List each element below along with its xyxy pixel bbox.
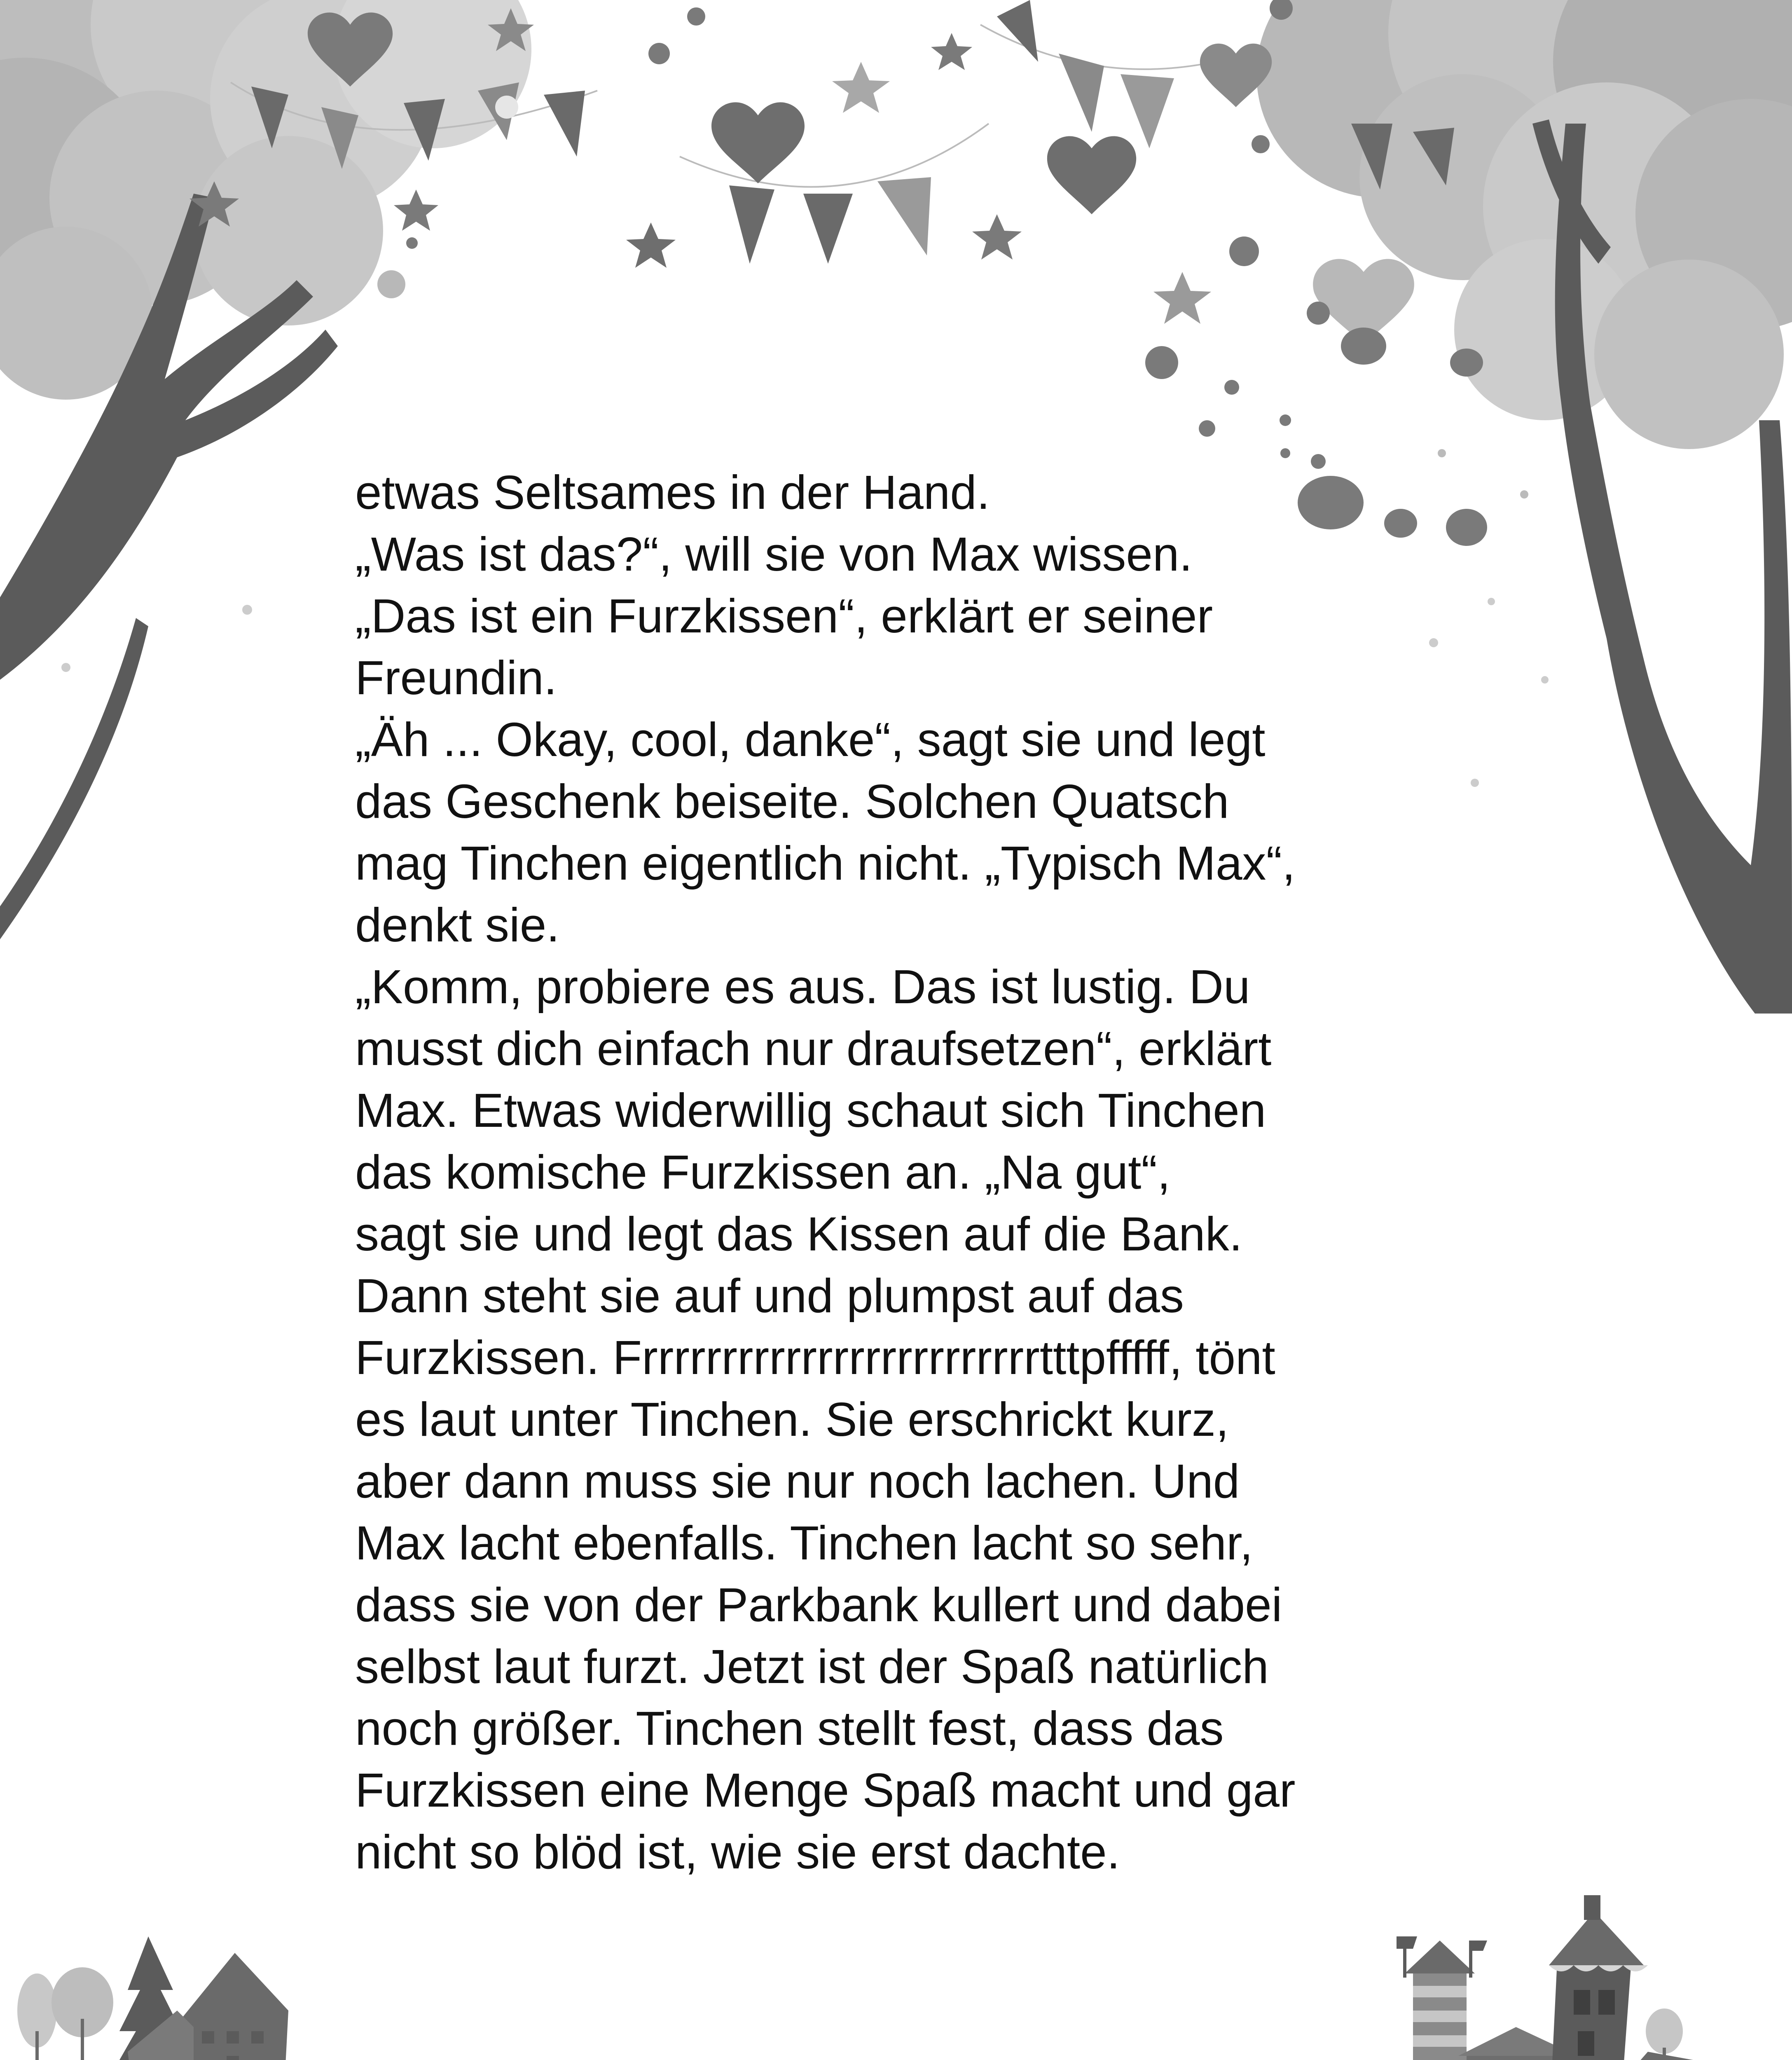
story-line: denkt sie. (355, 898, 560, 952)
heart-icon (1047, 136, 1136, 214)
bunting-flag-icon (1059, 54, 1104, 132)
star-icon (832, 62, 890, 113)
story-line: selbst laut furzt. Jetzt ist der Spaß natürlich (355, 1640, 1269, 1693)
flag-icon (1397, 1936, 1417, 1949)
story-line: „Was ist das?“, will sie von Max wissen. (355, 527, 1193, 581)
story-line: aber dann muss sie nur noch lachen. Und (355, 1454, 1240, 1508)
story-line: Max. Etwas widerwillig schaut sich Tinchen (355, 1084, 1266, 1137)
bunting-flag-icon (729, 185, 774, 264)
story-line: „Komm, probiere es aus. Das ist lustig. Du (355, 960, 1250, 1014)
story-line: mag Tinchen eigentlich nicht. „Typisch Max“, (355, 836, 1296, 890)
story-line: sagt sie und legt das Kissen auf die Bank. (355, 1207, 1242, 1261)
story-line: Furzkissen eine Menge Spaß macht und gar (355, 1763, 1296, 1817)
left-village (17, 1936, 288, 2060)
star-icon (394, 190, 438, 231)
story-line: das Geschenk beiseite. Solchen Quatsch (355, 775, 1229, 828)
story-line: „Äh ... Okay, cool, danke“, sagt sie und legt (355, 713, 1266, 766)
story-line: Max lacht ebenfalls. Tinchen lacht so sehr, (355, 1516, 1253, 1570)
bunting-flag-icon (544, 91, 585, 157)
bunting-flag-icon (803, 194, 853, 264)
heart-icon (711, 102, 805, 183)
star-icon (1153, 272, 1211, 324)
bunting-flag-icon (877, 177, 931, 255)
story-line: das komische Furzkissen an. „Na gut“, (355, 1145, 1171, 1199)
story-line: etwas Seltsames in der Hand. (355, 466, 990, 519)
story-line: musst dich einfach nur draufsetzen“, erklärt (355, 1022, 1272, 1075)
story-line: nicht so blöd ist, wie sie erst dachte. (355, 1825, 1120, 1879)
star-icon (972, 214, 1022, 260)
story-line: noch größer. Tinchen stellt fest, dass das (355, 1702, 1224, 1755)
bunting-flag-icon (997, 0, 1038, 62)
star-icon (626, 222, 676, 268)
house-window-icon (202, 2031, 214, 2044)
story-line: Dann steht sie auf und plumpst auf das (355, 1269, 1184, 1323)
story-line: dass sie von der Parkbank kullert und dabei (355, 1578, 1282, 1632)
story-line: Furzkissen. Frrrrrrrrrrrrrrrrrrrrrrrrrtttpfffff, tönt (355, 1331, 1275, 1384)
story-line: Freundin. (355, 651, 557, 705)
right-tree-foliage (1256, 0, 1792, 449)
star-icon (931, 33, 972, 70)
story-line: es laut unter Tinchen. Sie erschrickt kurz, (355, 1393, 1229, 1446)
right-village (1397, 1895, 1714, 2060)
bunting-flag-icon (1121, 74, 1174, 148)
story-line: „Das ist ein Furzkissen“, erklärt er seiner (355, 589, 1213, 643)
left-tree-foliage (0, 0, 531, 400)
story-text (355, 461, 1410, 1883)
